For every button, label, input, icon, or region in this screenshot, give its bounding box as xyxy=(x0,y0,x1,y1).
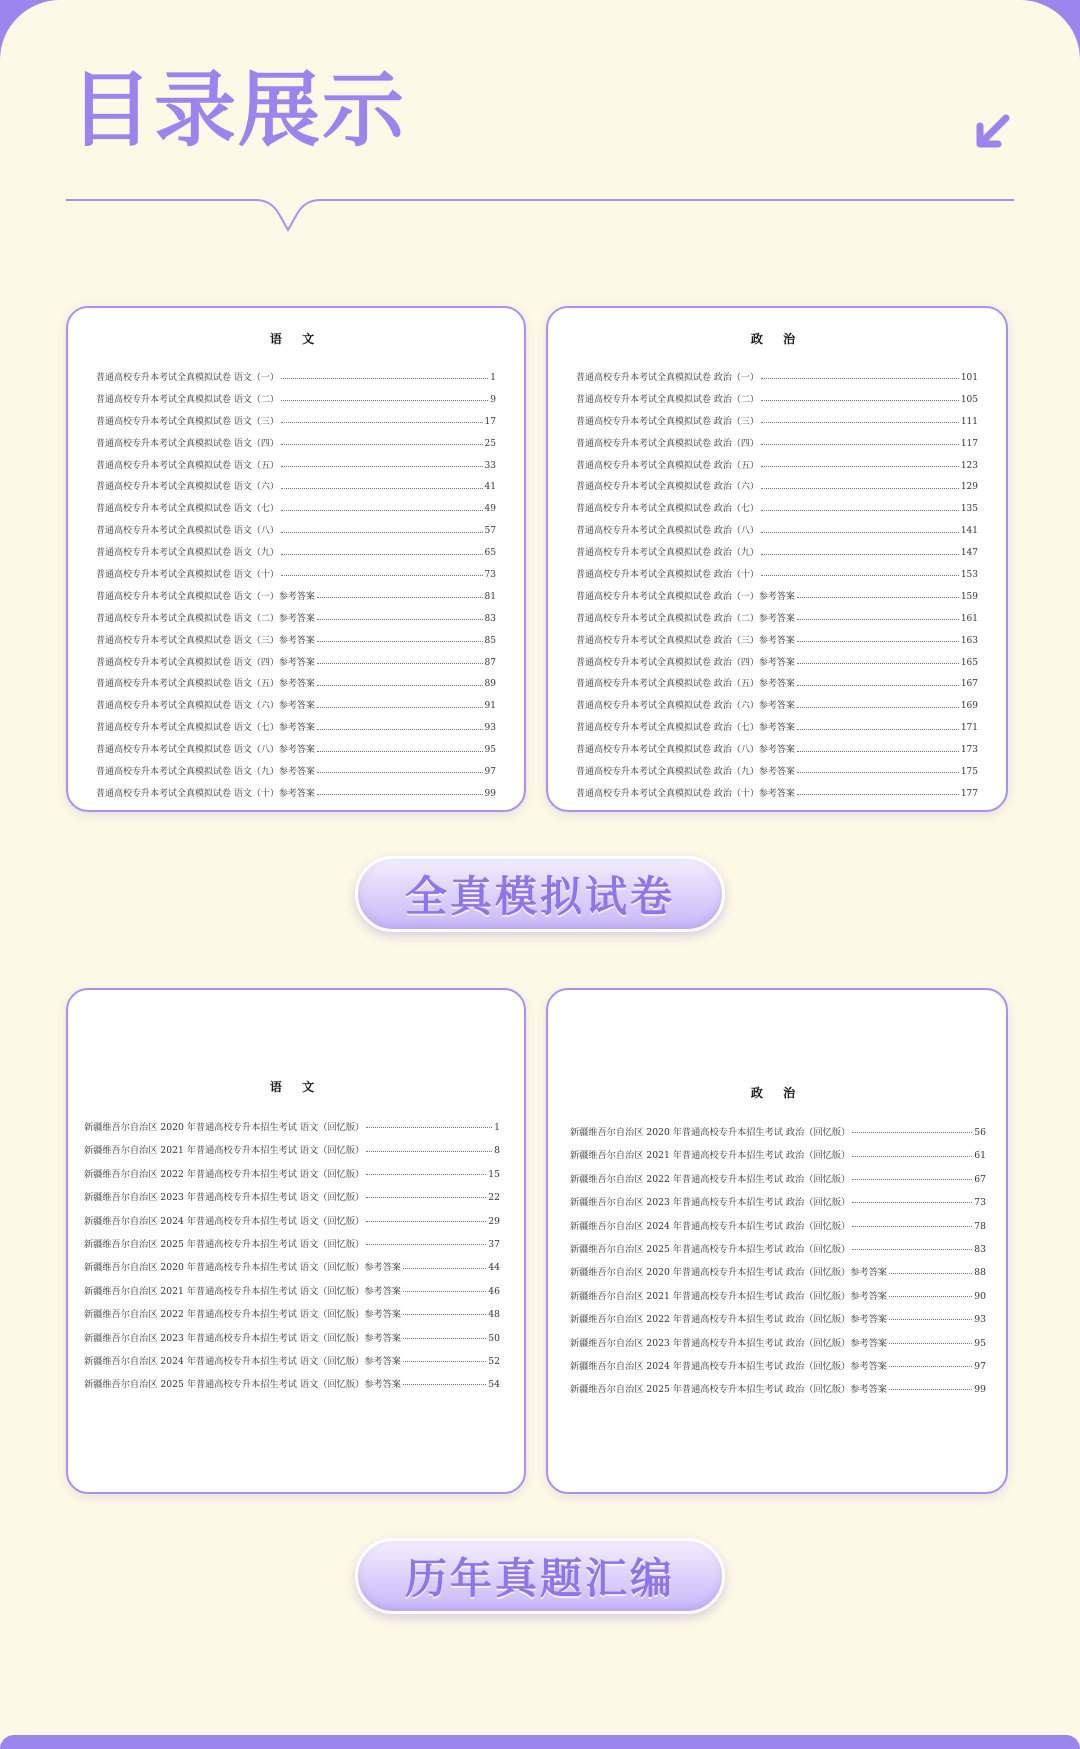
toc-entry-page: 85 xyxy=(484,635,496,646)
toc-row xyxy=(84,1350,500,1373)
toc-leader-dots xyxy=(797,751,959,752)
toc-entry-page: 29 xyxy=(488,1215,500,1227)
toc-entry-page: 87 xyxy=(484,657,496,668)
toc-row xyxy=(96,456,496,478)
toc-row xyxy=(84,1163,500,1186)
toc-entry-title: 普通高校专升本考试全真模拟试卷 语文（八） xyxy=(96,526,279,537)
toc-entry-page: 97 xyxy=(484,767,496,778)
toc-leader-dots xyxy=(403,1338,486,1339)
toc-entry-page: 49 xyxy=(484,504,496,515)
toc-row xyxy=(576,740,978,762)
toc-entry-page: 159 xyxy=(960,591,978,602)
toc-leader-dots xyxy=(317,729,483,730)
toc-entry-title: 新疆维吾尔自治区 2021 年普通高校专升本招生考试 语文（回忆版）参考答案 xyxy=(84,1285,401,1297)
toc-entry-title: 普通高校专升本考试全真模拟试卷 语文（九）参考答案 xyxy=(96,767,315,778)
toc-entry-title: 普通高校专升本考试全真模拟试卷 语文（四）参考答案 xyxy=(96,657,315,668)
toc-entry-title: 新疆维吾尔自治区 2023 年普通高校专升本招生考试 政治（回忆版）参考答案 xyxy=(570,1337,887,1349)
toc-row xyxy=(96,587,496,609)
card-heading: 语 文 xyxy=(269,1080,323,1094)
bottom-band xyxy=(0,1735,1080,1749)
toc-leader-dots xyxy=(761,466,959,467)
toc-row xyxy=(96,499,496,521)
toc-row xyxy=(96,434,496,456)
toc-leader-dots xyxy=(852,1156,972,1157)
toc-entry-title: 普通高校专升本考试全真模拟试卷 语文（三）参考答案 xyxy=(96,635,315,646)
toc-leader-dots xyxy=(889,1296,972,1297)
toc-entry-title: 新疆维吾尔自治区 2022 年普通高校专升本招生考试 政治（回忆版）参考答案 xyxy=(570,1314,887,1326)
toc-row xyxy=(570,1215,986,1238)
toc-row xyxy=(84,1210,500,1233)
toc-entry-page: 46 xyxy=(488,1285,500,1297)
toc-row xyxy=(576,434,978,456)
toc-entry-page: 147 xyxy=(960,548,978,559)
toc-entry-page: 54 xyxy=(488,1379,500,1391)
toc-entry-title: 新疆维吾尔自治区 2023 年普通高校专升本招生考试 语文（回忆版） xyxy=(84,1192,365,1204)
card-heading: 政 治 xyxy=(750,1086,804,1100)
toc-row xyxy=(96,740,496,762)
toc-entry-title: 普通高校专升本考试全真模拟试卷 语文（二） xyxy=(96,394,279,405)
toc-row xyxy=(96,718,496,740)
toc-entry-page: 48 xyxy=(488,1309,500,1321)
toc-entry-title: 普通高校专升本考试全真模拟试卷 政治（九）参考答案 xyxy=(576,767,795,778)
toc-leader-dots xyxy=(797,707,959,708)
toc-entry-title: 普通高校专升本考试全真模拟试卷 政治（一） xyxy=(576,373,759,383)
toc-entry-title: 普通高校专升本考试全真模拟试卷 政治（二）参考答案 xyxy=(576,613,795,624)
toc-row xyxy=(570,1285,986,1308)
toc-entry-title: 新疆维吾尔自治区 2022 年普通高校专升本招生考试 政治（回忆版） xyxy=(570,1173,851,1185)
toc-row xyxy=(84,1327,500,1350)
toc-row xyxy=(576,412,978,434)
toc-leader-dots xyxy=(889,1366,972,1367)
toc-row xyxy=(576,543,978,565)
toc-entry-page: 65 xyxy=(484,548,496,559)
toc-entry-page: 91 xyxy=(484,701,496,712)
toc-entry-title: 新疆维吾尔自治区 2025 年普通高校专升本招生考试 语文（回忆版） xyxy=(84,1238,365,1250)
toc-row xyxy=(96,368,496,390)
toc-entry-page: 61 xyxy=(974,1150,986,1162)
toc-row xyxy=(570,1332,986,1355)
toc-row xyxy=(96,696,496,718)
toc-entry-page: 101 xyxy=(960,373,978,383)
toc-row xyxy=(96,477,496,499)
toc-leader-dots xyxy=(761,532,959,533)
header-divider xyxy=(66,196,1014,236)
toc-row xyxy=(576,718,978,740)
toc-row xyxy=(576,784,978,806)
toc-leader-dots xyxy=(366,1151,492,1152)
toc-entry-title: 新疆维吾尔自治区 2024 年普通高校专升本招生考试 语文（回忆版） xyxy=(84,1215,365,1227)
toc-entry-title: 普通高校专升本考试全真模拟试卷 政治（一）参考答案 xyxy=(576,591,795,602)
toc-row xyxy=(96,565,496,587)
toc-entry-title: 新疆维吾尔自治区 2023 年普通高校专升本招生考试 政治（回忆版） xyxy=(570,1197,851,1209)
toc-entry-title: 新疆维吾尔自治区 2020 年普通高校专升本招生考试 政治（回忆版） xyxy=(570,1127,851,1138)
toc-row xyxy=(570,1238,986,1261)
toc-row xyxy=(84,1280,500,1303)
toc-leader-dots xyxy=(797,685,959,686)
toc-entry-title: 普通高校专升本考试全真模拟试卷 语文（六）参考答案 xyxy=(96,701,315,712)
toc-entry-page: 83 xyxy=(974,1243,986,1255)
toc-leader-dots xyxy=(761,444,959,445)
toc-leader-dots xyxy=(889,1343,972,1344)
toc-entry-title: 普通高校专升本考试全真模拟试卷 语文（十）参考答案 xyxy=(96,788,315,799)
toc-leader-dots xyxy=(281,444,483,445)
toc-entry-page: 90 xyxy=(974,1290,986,1302)
toc-entry-title: 新疆维吾尔自治区 2021 年普通高校专升本招生考试 政治（回忆版）参考答案 xyxy=(570,1290,887,1302)
toc-entry-page: 175 xyxy=(960,767,978,778)
toc-entry-page: 95 xyxy=(484,745,496,756)
toc-entry-title: 新疆维吾尔自治区 2020 年普通高校专升本招生考试 政治（回忆版）参考答案 xyxy=(570,1267,887,1279)
section-banner-history xyxy=(355,1538,725,1614)
toc-entry-title: 普通高校专升本考试全真模拟试卷 政治（十） xyxy=(576,570,759,581)
toc-row xyxy=(84,1303,500,1326)
toc-row xyxy=(84,1373,500,1396)
toc-leader-dots xyxy=(281,488,483,489)
toc-leader-dots xyxy=(797,794,959,795)
toc-entry-title: 普通高校专升本考试全真模拟试卷 政治（八） xyxy=(576,526,759,537)
toc-entry-page: 135 xyxy=(960,504,978,515)
toc-row xyxy=(576,631,978,653)
toc-row xyxy=(576,587,978,609)
toc-leader-dots xyxy=(797,772,959,773)
toc-entry-page: 9 xyxy=(490,394,496,405)
toc-entry-page: 93 xyxy=(974,1314,986,1326)
toc-list xyxy=(570,1121,986,1402)
toc-leader-dots xyxy=(281,575,483,576)
toc-entry-page: 57 xyxy=(484,526,496,537)
toc-leader-dots xyxy=(317,619,483,620)
toc-entry-title: 普通高校专升本考试全真模拟试卷 语文（一）参考答案 xyxy=(96,591,315,602)
toc-entry-page: 17 xyxy=(484,416,496,427)
toc-entry-page: 163 xyxy=(960,635,978,646)
toc-row xyxy=(576,456,978,478)
toc-entry-page: 88 xyxy=(974,1267,986,1279)
toc-leader-dots xyxy=(281,422,483,423)
toc-row xyxy=(96,674,496,696)
toc-entry-page: 105 xyxy=(960,394,978,405)
toc-leader-dots xyxy=(889,1319,972,1320)
toc-leader-dots xyxy=(317,597,483,598)
toc-row xyxy=(96,521,496,543)
toc-list xyxy=(576,368,978,806)
toc-entry-title: 新疆维吾尔自治区 2024 年普通高校专升本招生考试 语文（回忆版）参考答案 xyxy=(84,1355,401,1367)
toc-entry-title: 普通高校专升本考试全真模拟试卷 政治（三） xyxy=(576,416,759,427)
toc-row xyxy=(96,631,496,653)
toc-entry-title: 新疆维吾尔自治区 2024 年普通高校专升本招生考试 政治（回忆版） xyxy=(570,1220,851,1232)
toc-card-history-zhengzhi xyxy=(546,988,1008,1494)
toc-leader-dots xyxy=(281,510,483,511)
toc-entry-title: 普通高校专升本考试全真模拟试卷 政治（四） xyxy=(576,438,759,449)
section-banner-label: 历年真题汇编 xyxy=(404,1554,675,1603)
toc-leader-dots xyxy=(797,641,959,642)
toc-entry-title: 普通高校专升本考试全真模拟试卷 语文（三） xyxy=(96,416,279,427)
toc-entry-page: 33 xyxy=(484,460,496,471)
toc-leader-dots xyxy=(852,1226,972,1227)
page-title: 目录展示 xyxy=(70,63,407,158)
toc-entry-page: 8 xyxy=(494,1145,500,1157)
toc-entry-title: 普通高校专升本考试全真模拟试卷 语文（六） xyxy=(96,482,279,493)
toc-leader-dots xyxy=(761,488,959,489)
toc-row xyxy=(570,1355,986,1378)
toc-entry-page: 111 xyxy=(960,416,978,427)
toc-entry-page: 73 xyxy=(484,570,496,581)
card-heading: 政 治 xyxy=(750,332,804,346)
toc-entry-page: 52 xyxy=(488,1355,500,1367)
toc-entry-page: 73 xyxy=(974,1197,986,1209)
toc-entry-page: 25 xyxy=(484,438,496,449)
toc-entry-title: 普通高校专升本考试全真模拟试卷 语文（十） xyxy=(96,570,279,581)
toc-row xyxy=(576,653,978,675)
toc-entry-title: 新疆维吾尔自治区 2021 年普通高校专升本招生考试 政治（回忆版） xyxy=(570,1150,851,1162)
toc-leader-dots xyxy=(797,663,959,664)
toc-entry-page: 44 xyxy=(488,1262,500,1274)
toc-entry-page: 93 xyxy=(484,723,496,734)
toc-leader-dots xyxy=(281,532,483,533)
toc-entry-page: 15 xyxy=(488,1168,500,1180)
toc-entry-title: 普通高校专升本考试全真模拟试卷 语文（九） xyxy=(96,548,279,559)
toc-entry-title: 普通高校专升本考试全真模拟试卷 政治（九） xyxy=(576,548,759,559)
toc-leader-dots xyxy=(403,1291,486,1292)
toc-leader-dots xyxy=(403,1361,486,1362)
toc-entry-page: 56 xyxy=(974,1127,986,1138)
toc-entry-page: 95 xyxy=(974,1337,986,1349)
toc-row xyxy=(84,1186,500,1209)
toc-entry-title: 普通高校专升本考试全真模拟试卷 政治（二） xyxy=(576,394,759,405)
toc-entry-page: 78 xyxy=(974,1220,986,1232)
toc-row xyxy=(576,565,978,587)
toc-entry-page: 177 xyxy=(960,788,978,799)
toc-leader-dots xyxy=(403,1314,486,1315)
toc-row xyxy=(96,784,496,806)
toc-leader-dots xyxy=(761,575,959,576)
toc-leader-dots xyxy=(889,1389,972,1390)
toc-leader-dots xyxy=(281,466,483,467)
toc-entry-title: 普通高校专升本考试全真模拟试卷 语文（一） xyxy=(96,373,279,383)
toc-leader-dots xyxy=(317,751,483,752)
toc-entry-page: 1 xyxy=(490,373,496,383)
toc-entry-title: 普通高校专升本考试全真模拟试卷 语文（五）参考答案 xyxy=(96,679,315,690)
toc-entry-page: 117 xyxy=(960,438,978,449)
toc-leader-dots xyxy=(889,1273,972,1274)
toc-entry-page: 67 xyxy=(974,1173,986,1185)
toc-entry-title: 普通高校专升本考试全真模拟试卷 政治（三）参考答案 xyxy=(576,635,795,646)
toc-leader-dots xyxy=(403,1384,486,1385)
toc-entry-page: 37 xyxy=(488,1238,500,1250)
toc-leader-dots xyxy=(281,554,483,555)
toc-entry-page: 165 xyxy=(960,657,978,668)
toc-entry-page: 153 xyxy=(960,570,978,581)
toc-entry-title: 普通高校专升本考试全真模拟试卷 语文（四） xyxy=(96,438,279,449)
toc-row xyxy=(570,1378,986,1401)
toc-leader-dots xyxy=(761,378,959,379)
toc-leader-dots xyxy=(366,1244,486,1245)
card-heading: 语 文 xyxy=(269,332,323,346)
toc-row xyxy=(84,1116,500,1139)
toc-leader-dots xyxy=(797,597,959,598)
toc-row xyxy=(576,696,978,718)
toc-entry-title: 普通高校专升本考试全真模拟试卷 政治（四）参考答案 xyxy=(576,657,795,668)
toc-row xyxy=(576,521,978,543)
toc-entry-page: 99 xyxy=(974,1384,986,1396)
toc-leader-dots xyxy=(761,554,959,555)
toc-entry-title: 普通高校专升本考试全真模拟试卷 政治（十）参考答案 xyxy=(576,788,795,799)
toc-row xyxy=(84,1139,500,1162)
toc-entry-title: 新疆维吾尔自治区 2020 年普通高校专升本招生考试 语文（回忆版）参考答案 xyxy=(84,1262,401,1274)
toc-entry-title: 新疆维吾尔自治区 2022 年普通高校专升本招生考试 语文（回忆版）参考答案 xyxy=(84,1309,401,1321)
toc-row xyxy=(570,1261,986,1284)
toc-leader-dots xyxy=(761,510,959,511)
toc-entry-title: 普通高校专升本考试全真模拟试卷 政治（七） xyxy=(576,504,759,515)
toc-row xyxy=(570,1308,986,1331)
toc-leader-dots xyxy=(761,422,959,423)
toc-leader-dots xyxy=(317,772,483,773)
toc-leader-dots xyxy=(366,1197,486,1198)
toc-list xyxy=(84,1116,500,1397)
toc-entry-title: 普通高校专升本考试全真模拟试卷 政治（八）参考答案 xyxy=(576,745,795,756)
toc-entry-title: 普通高校专升本考试全真模拟试卷 政治（七）参考答案 xyxy=(576,723,795,734)
toc-row xyxy=(96,543,496,565)
toc-entry-page: 171 xyxy=(960,723,978,734)
toc-row xyxy=(570,1144,986,1167)
toc-entry-title: 新疆维吾尔自治区 2023 年普通高校专升本招生考试 语文（回忆版）参考答案 xyxy=(84,1332,401,1344)
toc-entry-page: 167 xyxy=(960,679,978,690)
toc-entry-page: 83 xyxy=(484,613,496,624)
toc-row xyxy=(576,609,978,631)
toc-leader-dots xyxy=(317,794,483,795)
toc-leader-dots xyxy=(317,685,483,686)
toc-row xyxy=(96,653,496,675)
toc-row xyxy=(96,390,496,412)
toc-row xyxy=(96,762,496,784)
toc-entry-title: 新疆维吾尔自治区 2024 年普通高校专升本招生考试 政治（回忆版）参考答案 xyxy=(570,1360,887,1372)
toc-row xyxy=(576,762,978,784)
toc-card-history-yuwen xyxy=(66,988,526,1494)
toc-entry-page: 141 xyxy=(960,526,978,537)
toc-row xyxy=(576,368,978,390)
toc-card-sim-zhengzhi xyxy=(546,306,1008,812)
toc-entry-title: 普通高校专升本考试全真模拟试卷 语文（七） xyxy=(96,504,279,515)
toc-row xyxy=(576,477,978,499)
section-banner-sim xyxy=(355,856,725,932)
toc-row xyxy=(570,1191,986,1214)
toc-row xyxy=(576,499,978,521)
toc-entry-title: 新疆维吾尔自治区 2022 年普通高校专升本招生考试 语文（回忆版） xyxy=(84,1168,365,1180)
toc-leader-dots xyxy=(366,1174,486,1175)
toc-entry-title: 新疆维吾尔自治区 2025 年普通高校专升本招生考试 政治（回忆版） xyxy=(570,1243,851,1255)
toc-card-sim-yuwen xyxy=(66,306,526,812)
toc-row xyxy=(84,1233,500,1256)
toc-entry-title: 普通高校专升本考试全真模拟试卷 政治（六） xyxy=(576,482,759,493)
toc-entry-title: 普通高校专升本考试全真模拟试卷 政治（六）参考答案 xyxy=(576,701,795,712)
toc-entry-page: 99 xyxy=(484,788,496,799)
toc-leader-dots xyxy=(797,729,959,730)
toc-entry-title: 普通高校专升本考试全真模拟试卷 政治（五） xyxy=(576,460,759,471)
toc-leader-dots xyxy=(403,1268,486,1269)
toc-entry-page: 97 xyxy=(974,1360,986,1372)
toc-leader-dots xyxy=(852,1249,972,1250)
toc-leader-dots xyxy=(317,707,483,708)
toc-row xyxy=(576,390,978,412)
toc-leader-dots xyxy=(366,1127,492,1128)
toc-leader-dots xyxy=(281,400,488,401)
toc-row xyxy=(576,674,978,696)
toc-entry-page: 173 xyxy=(960,745,978,756)
toc-entry-title: 普通高校专升本考试全真模拟试卷 语文（五） xyxy=(96,460,279,471)
toc-entry-title: 普通高校专升本考试全真模拟试卷 政治（五）参考答案 xyxy=(576,679,795,690)
toc-leader-dots xyxy=(317,663,483,664)
toc-leader-dots xyxy=(852,1132,972,1133)
toc-entry-title: 普通高校专升本考试全真模拟试卷 语文（二）参考答案 xyxy=(96,613,315,624)
toc-entry-page: 81 xyxy=(484,591,496,602)
toc-leader-dots xyxy=(366,1221,486,1222)
toc-entry-title: 普通高校专升本考试全真模拟试卷 语文（七）参考答案 xyxy=(96,723,315,734)
toc-row xyxy=(570,1168,986,1191)
toc-leader-dots xyxy=(761,400,959,401)
section-banner-label: 全真模拟试卷 xyxy=(404,872,675,921)
toc-row xyxy=(570,1121,986,1144)
toc-leader-dots xyxy=(797,619,959,620)
toc-leader-dots xyxy=(317,641,483,642)
toc-entry-title: 新疆维吾尔自治区 2025 年普通高校专升本招生考试 政治（回忆版）参考答案 xyxy=(570,1384,887,1396)
toc-entry-page: 161 xyxy=(960,613,978,624)
toc-leader-dots xyxy=(852,1179,972,1180)
toc-entry-title: 新疆维吾尔自治区 2020 年普通高校专升本招生考试 语文（回忆版） xyxy=(84,1122,365,1133)
toc-row xyxy=(96,412,496,434)
toc-entry-title: 普通高校专升本考试全真模拟试卷 语文（八）参考答案 xyxy=(96,745,315,756)
toc-row xyxy=(96,609,496,631)
arrow-down-left-icon xyxy=(970,110,1014,154)
toc-entry-page: 123 xyxy=(960,460,978,471)
toc-entry-page: 169 xyxy=(960,701,978,712)
toc-leader-dots xyxy=(281,378,488,379)
toc-entry-page: 1 xyxy=(494,1122,500,1133)
toc-leader-dots xyxy=(852,1202,972,1203)
toc-row xyxy=(84,1256,500,1279)
toc-entry-page: 129 xyxy=(960,482,978,493)
toc-entry-page: 50 xyxy=(488,1332,500,1344)
toc-list xyxy=(96,368,496,806)
toc-entry-title: 新疆维吾尔自治区 2025 年普通高校专升本招生考试 语文（回忆版）参考答案 xyxy=(84,1379,401,1391)
toc-entry-page: 41 xyxy=(484,482,496,493)
toc-entry-page: 89 xyxy=(484,679,496,690)
toc-entry-title: 新疆维吾尔自治区 2021 年普通高校专升本招生考试 语文（回忆版） xyxy=(84,1145,365,1157)
toc-entry-page: 22 xyxy=(488,1192,500,1204)
